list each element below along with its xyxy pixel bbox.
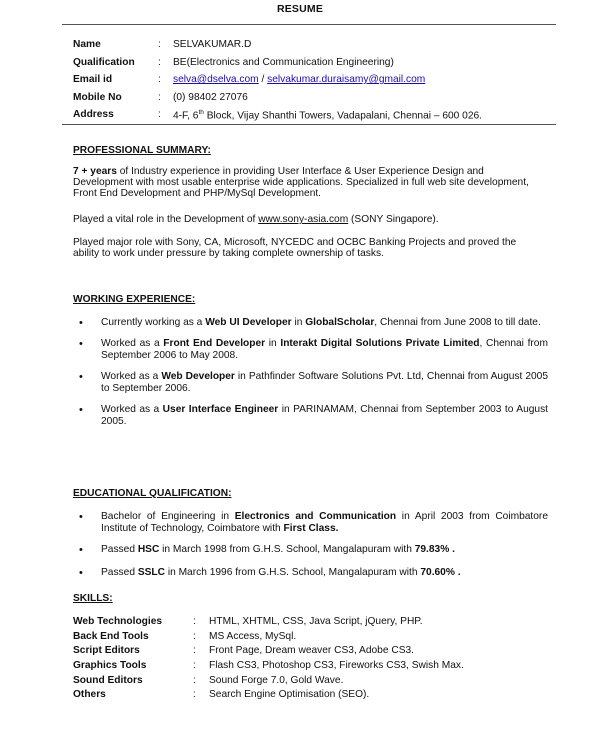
skill-label: Others <box>73 689 106 701</box>
info-divider <box>62 124 556 125</box>
address-part: Block, Vijay Shanthi Towers, Vadapalani, Chennai – 600 026. <box>203 109 482 121</box>
skill-label: Web Technologies <box>73 615 163 627</box>
resume-title: RESUME <box>276 3 324 15</box>
skills-table <box>73 614 543 702</box>
top-divider <box>62 24 556 25</box>
skill-value: Flash CS3, Photoshop CS3, Fireworks CS3, Swish Max. <box>209 659 464 671</box>
name-value: SELVAKUMAR.D <box>173 39 252 51</box>
summary-text: Played a vital role in the Development of <box>73 214 259 225</box>
list-item: • Currently working as a Web UI Developer in GlobalScholar, Chennai from June 2008 to till date. <box>73 317 548 329</box>
skill-row <box>73 673 543 688</box>
address-superscript: th <box>198 108 204 116</box>
skill-colon: : <box>193 645 196 657</box>
sony-asia-link[interactable]: www.sony-asia.com <box>258 214 349 225</box>
education-heading: EDUCATIONAL QUALIFICATION: <box>73 488 232 499</box>
summary-paragraph-2 <box>73 214 543 225</box>
skill-colon: : <box>193 615 196 627</box>
info-label: Email id <box>73 74 113 86</box>
info-label: Qualification <box>73 56 135 68</box>
summary-paragraph-3: Played major role with Sony, CA, Microsoft, NYCEDC and OCBC Banking Projects and proved the ability to work under pressure by taking complete ownership of tasks. <box>73 237 517 260</box>
list-item: • Passed HSC in March 1998 from G.H.S. School, Mangalapuram with 79.83% . <box>73 544 548 556</box>
info-row-qualification <box>73 54 553 72</box>
skill-colon: : <box>193 674 196 686</box>
list-item: • Worked as a Web Developer in Pathfinder Software Solutions Pvt. Ltd, Chennai from August 2005 to September 2006. <box>73 371 548 395</box>
skill-value: Sound Forge 7.0, Gold Wave. <box>209 674 344 686</box>
summary-text: of Industry experience in providing User Interface & User Experience Design and Development with most usable enterprise wide applications. Specialized in full web site development, Front End Development and PHP/MySql Development. <box>73 166 529 200</box>
info-colon: : <box>158 56 161 68</box>
info-label: Mobile No <box>73 91 122 103</box>
skill-label: Script Editors <box>73 645 140 657</box>
skill-row <box>73 629 543 644</box>
address-part: 4-F, 6 <box>173 109 199 121</box>
skill-colon: : <box>193 689 196 701</box>
skill-colon: : <box>193 630 196 642</box>
info-row-email <box>73 71 553 89</box>
skill-row <box>73 687 543 702</box>
email-link-secondary[interactable]: selvakumar.duraisamy@gmail.com <box>267 74 426 86</box>
personal-info <box>73 36 553 124</box>
skill-colon: : <box>193 659 196 671</box>
info-colon: : <box>158 109 161 121</box>
summary-text: (SONY Singapore). <box>348 214 439 225</box>
info-colon: : <box>158 74 161 86</box>
qualification-value: BE(Electronics and Communication Engineering) <box>173 56 394 68</box>
skill-value: Search Engine Optimisation (SEO). <box>209 689 370 701</box>
info-row-name <box>73 36 553 54</box>
skill-value: Front Page, Dream weaver CS3, Adobe CS3. <box>209 645 414 657</box>
skill-row <box>73 614 543 629</box>
skills-heading: SKILLS: <box>73 593 113 604</box>
skill-row <box>73 643 543 658</box>
skill-label: Back End Tools <box>73 630 149 642</box>
experience-list <box>73 317 548 428</box>
education-list <box>73 511 548 579</box>
summary-paragraph-1 <box>73 166 543 200</box>
email-separator: / <box>258 74 268 86</box>
summary-heading: PROFESSIONAL SUMMARY: <box>73 145 211 156</box>
list-item: • Worked as a Front End Developer in Interakt Digital Solutions Private Limited, Chennai from September 2006 to May 2008. <box>73 338 548 362</box>
email-link-primary[interactable]: selva@dselva.com <box>173 74 259 86</box>
info-row-mobile <box>73 89 553 107</box>
email-value <box>173 74 553 85</box>
skill-value: HTML, XHTML, CSS, Java Script, jQuery, PHP. <box>209 615 423 627</box>
mobile-value: (0) 98402 27076 <box>173 91 248 103</box>
list-item: • Worked as a User Interface Engineer in PARINAMAM, Chennai from September 2003 to August 2005. <box>73 404 548 428</box>
info-row-address <box>73 106 553 124</box>
list-item: • Passed SSLC in March 1996 from G.H.S. School, Mangalapuram with 70.60% . <box>73 567 548 579</box>
info-colon: : <box>158 91 161 103</box>
summary-highlight: 7 + years <box>73 166 117 177</box>
skill-label: Graphics Tools <box>73 659 147 671</box>
address-value <box>173 109 553 121</box>
info-label: Name <box>73 39 101 51</box>
experience-heading: WORKING EXPERIENCE: <box>73 294 196 305</box>
skill-row <box>73 658 543 673</box>
skill-label: Sound Editors <box>73 674 143 686</box>
info-label: Address <box>73 109 114 121</box>
skill-value: MS Access, MySql. <box>209 630 297 642</box>
info-colon: : <box>158 39 161 51</box>
list-item: • Bachelor of Engineering in Electronics and Communication in April 2003 from Coimbatore Institute of Technology, Coimbatore with First Class. <box>73 511 548 535</box>
